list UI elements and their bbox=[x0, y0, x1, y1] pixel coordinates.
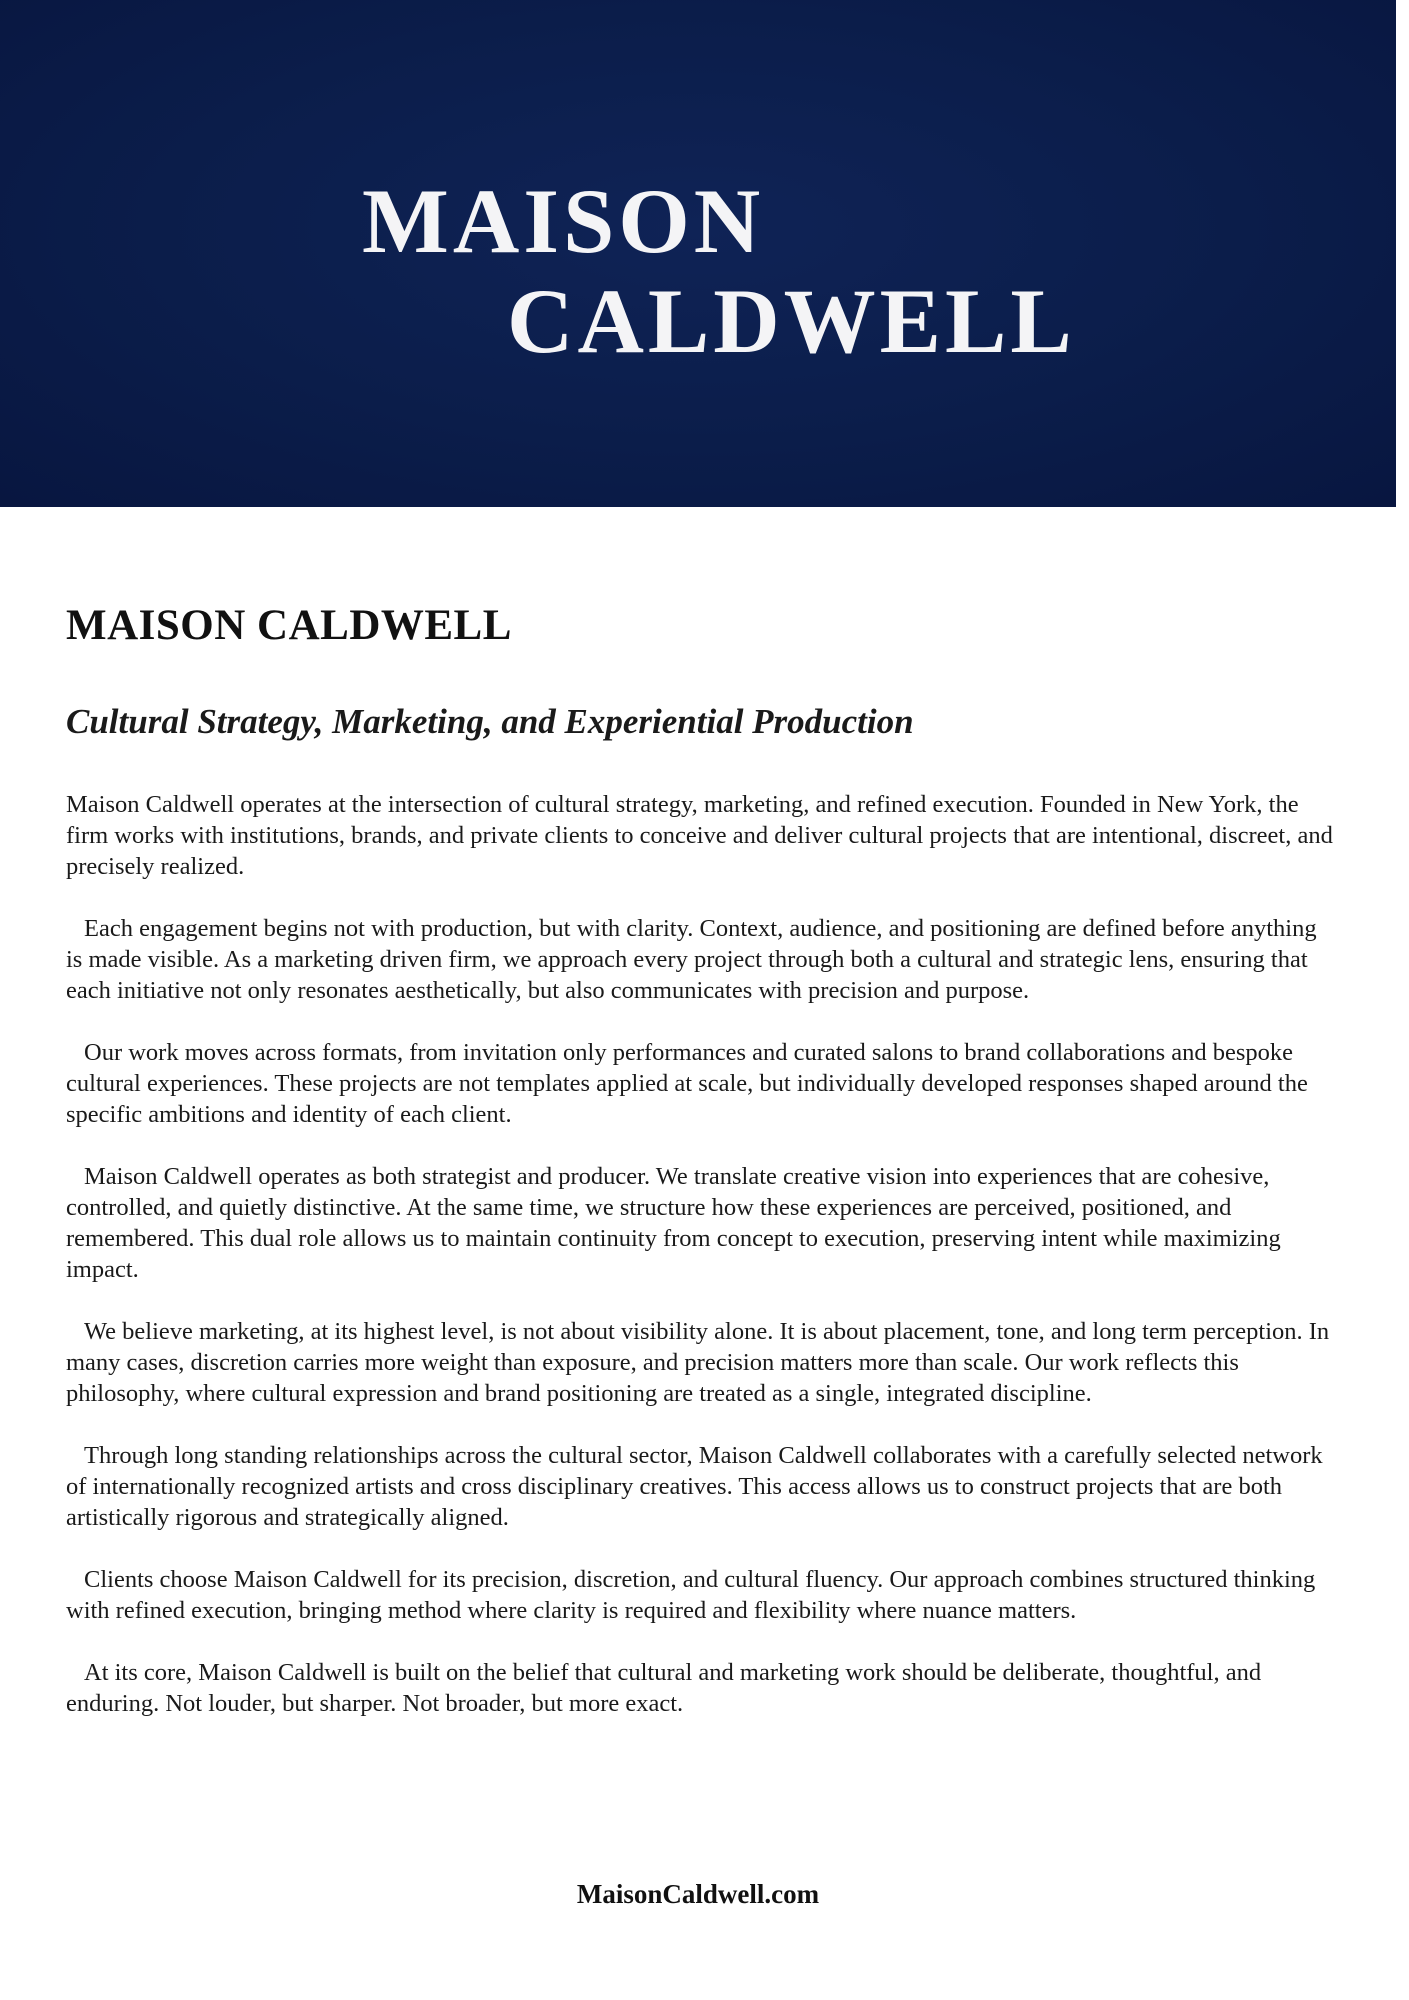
page-subtitle: Cultural Strategy, Marketing, and Experiential Production bbox=[66, 701, 914, 741]
logo-line-caldwell: CALDWELL bbox=[507, 270, 1076, 372]
paragraph-strategist-producer: Maison Caldwell operates as both strategist and producer. We translate creative vision into experiences that are cohesive, controlled, and quietly distinctive. At the same time, we structure how these experiences are perceived, positioned, and remembered. This dual role allows us to maintain continuity from concept to execution, preserving intent while maximizing impact. bbox=[66, 1162, 1281, 1283]
paragraph-core: At its core, Maison Caldwell is built on the belief that cultural and marketing work should be deliberate, thoughtful, and enduring. Not louder, but sharper. Not broader, but more exact. bbox=[66, 1658, 1262, 1717]
paragraph-formats: Our work moves across formats, from invitation only performances and curated salons to brand collaborations and bespoke cultural experiences. These projects are not templates applied at scale, but individually developed responses shaped around the specific ambitions and identity of each client. bbox=[66, 1038, 1308, 1128]
page-title: MAISON CALDWELL bbox=[66, 602, 512, 649]
paragraph-clients: Clients choose Maison Caldwell for its precision, discretion, and cultural fluency. Our approach combines structured thinking with refined execution, bringing method where clarity is required and flexibility where nuance matters. bbox=[66, 1565, 1316, 1624]
body-text bbox=[66, 789, 1336, 1719]
paragraph-marketing-philosophy: We believe marketing, at its highest level, is not about visibility alone. It is about placement, tone, and long term perception. In many cases, discretion carries more weight than exposure, and precision matters more than scale. Our work reflects this philosophy, where cultural expression and brand positioning are treated as a single, integrated discipline. bbox=[66, 1317, 1330, 1407]
paragraph-intro: Maison Caldwell operates at the intersection of cultural strategy, marketing, and refined execution. Founded in New York, the firm works with institutions, brands, and private clients to conceive and deliver cultural projects that are intentional, discreet, and precisely realized. bbox=[66, 790, 1333, 880]
footer-website-link[interactable]: MaisonCaldwell.com bbox=[576, 1879, 820, 1909]
logo-line-maison: MAISON bbox=[362, 170, 765, 272]
paragraph-engagement: Each engagement begins not with production, but with clarity. Context, audience, and positioning are defined before anything is made visible. As a marketing driven firm, we approach every project through both a cultural and strategic lens, ensuring that each initiative not only resonates aesthetically, but also communicates with precision and purpose. bbox=[66, 914, 1317, 1004]
paragraph-relationships: Through long standing relationships across the cultural sector, Maison Caldwell collaborates with a carefully selected network of internationally recognized artists and cross disciplinary creatives. This access allows us to construct projects that are both artistically rigorous and strategically aligned. bbox=[66, 1441, 1323, 1531]
document-body bbox=[66, 600, 1336, 1750]
header-banner bbox=[0, 0, 1396, 507]
